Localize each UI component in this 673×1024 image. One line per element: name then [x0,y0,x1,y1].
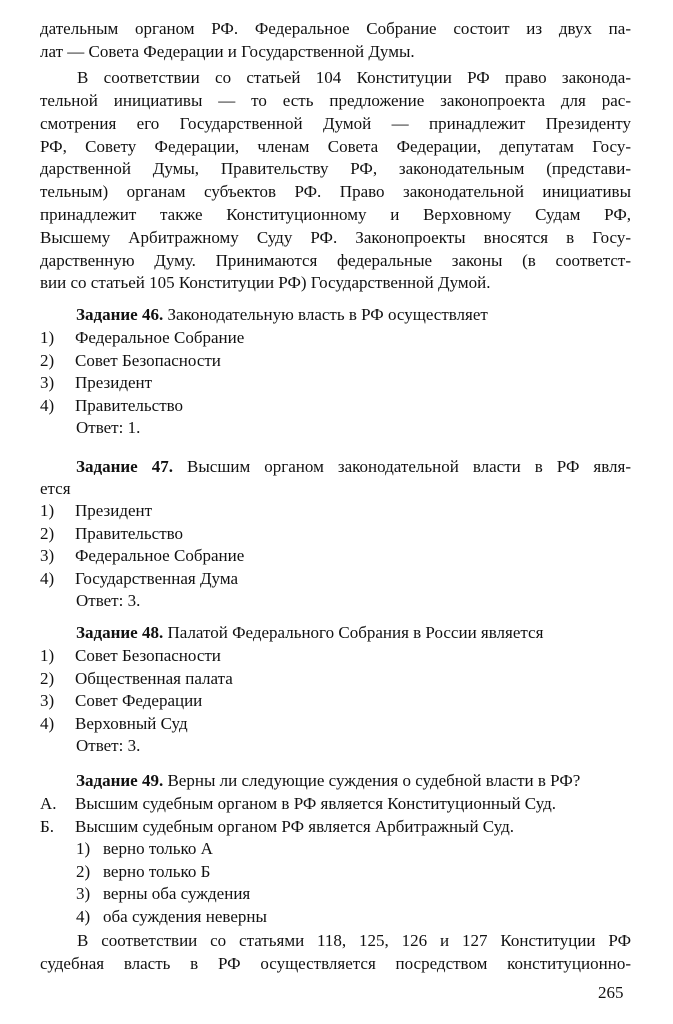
paragraph-line: В соответствии со статьей 104 Конституции РФ право законода- [77,68,631,87]
task-48-option: 3) Совет Федерации [40,691,203,710]
intro-line: лат — Совета Федерации и Государственной Думы. [40,42,415,61]
task-49-statement: А. Высшим судебным органом в РФ является Конституционный Суд. [40,794,557,813]
page-number: 265 [598,983,624,1002]
task-47-option: 2) Правительство [40,524,184,543]
closing-line: судебная власть в РФ осуществляется посредством конституционно- [40,954,631,973]
task-49-question: Верны ли следующие суждения о судебной власти в РФ? [167,771,581,790]
task-49-statement: Б. Высшим судебным органом РФ является Арбитражный Суд. [40,817,515,836]
closing-line: В соответствии со статьями 118, 125, 126 и 127 Конституции РФ [77,931,631,950]
task-47-question: Высшим органом законодательной власти в РФ явля- [187,457,631,476]
paragraph-line: РФ, Совету Федерации, членам Совета Федерации, депутатам Госу- [40,137,631,156]
task-47-question-cont: ется [40,479,71,498]
paragraph-line: тельной инициативы — то есть предложение законопроекта для рас- [40,91,631,110]
task-46-question: Законодательную власть в РФ осуществляет [167,305,488,324]
task-47-heading [40,456,631,479]
task-48-option: 2) Общественная палата [40,669,233,688]
task-46-option: 1) Федеральное Собрание [40,328,245,347]
task-48-heading [40,622,636,645]
task-46-option: 2) Совет Безопасности [40,351,221,370]
task-47-option: 4) Государственная Дума [40,569,239,588]
task-48-label: Задание 48. [76,623,164,642]
task-46-heading [40,304,636,327]
task-48-answer: Ответ: 3. [76,736,141,755]
task-48-option: 1) Совет Безопасности [40,646,221,665]
task-46-option: 4) Правительство [40,396,184,415]
task-49-option: 2) верно только Б [76,862,211,881]
task-49-option: 4) оба суждения неверны [76,907,267,926]
task-49-option: 1) верно только А [76,839,213,858]
task-47-label: Задание 47. [76,457,173,476]
task-48-option: 4) Верховный Суд [40,714,188,733]
task-46-label: Задание 46. [76,305,164,324]
task-47-answer: Ответ: 3. [76,591,141,610]
paragraph-line: тельным) органам субъектов РФ. Право законодательной инициативы [40,182,631,201]
paragraph-line: вии со статьей 105 Конституции РФ) Государственной Думой. [40,273,491,292]
paragraph-line: смотрения его Государственной Думой — принадлежит Президенту [40,114,631,133]
paragraph-line: дарственной Думы, Правительству РФ, законодательным (представи- [40,159,631,178]
task-46-answer: Ответ: 1. [76,418,141,437]
task-49-heading [40,770,636,793]
task-49-option: 3) верны оба суждения [76,884,251,903]
task-46-option: 3) Президент [40,373,153,392]
task-49-label: Задание 49. [76,771,164,790]
task-47-option: 1) Президент [40,501,153,520]
paragraph-line: принадлежит также Конституционному и Верховному Судам РФ, [40,205,631,224]
task-47-option: 3) Федеральное Собрание [40,546,245,565]
paragraph-line: дарственную Думу. Принимаются федеральные законы (в соответст- [40,251,631,270]
task-48-question: Палатой Федерального Собрания в России является [167,623,544,642]
intro-line: дательным органом РФ. Федеральное Собрание состоит из двух па- [40,19,631,38]
paragraph-line: Высшему Арбитражному Суду РФ. Законопроекты вносятся в Госу- [40,228,631,247]
